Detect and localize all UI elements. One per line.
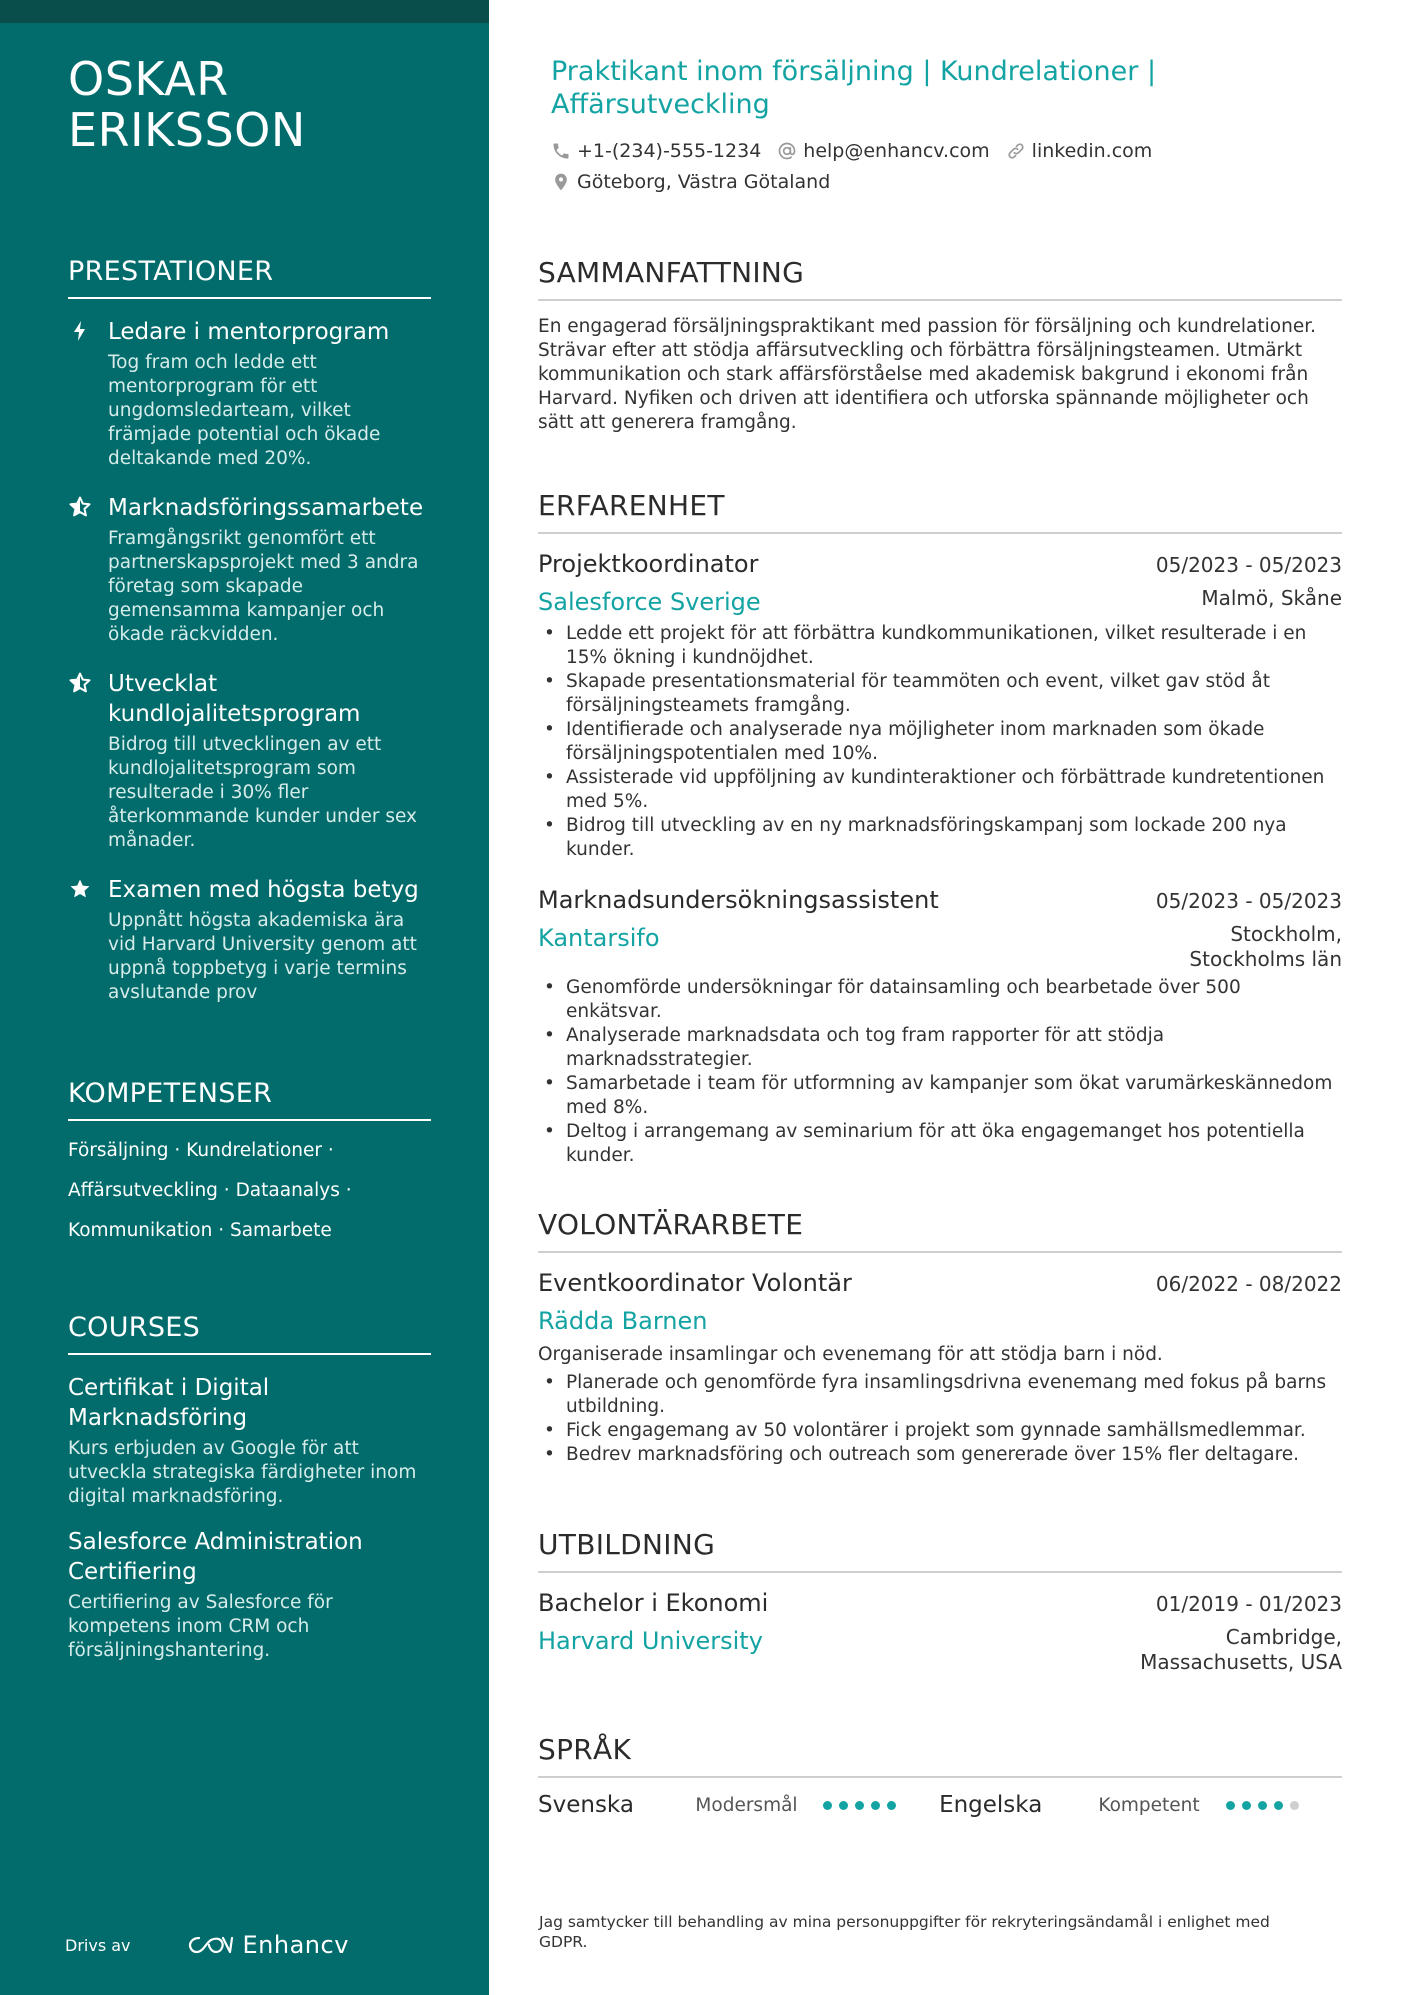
rating-dot-empty (1290, 1801, 1299, 1810)
company-name: Kantarsifo (538, 924, 660, 952)
star-half-icon (68, 671, 92, 695)
bullet-item: • Samarbetade i team för utformning av kampanjer som ökat varumärkeskännedom med 8%. (538, 1072, 1342, 1120)
enhancv-logo[interactable] (187, 1931, 349, 1959)
sidebar (0, 0, 489, 1995)
job-title: Marknadsundersökningsassistent (538, 886, 939, 914)
course-item (68, 1373, 431, 1509)
contact-row-location (551, 171, 846, 193)
summary-text: En engagerad försäljningspraktikant med passion för försäljning och kundrelationer. Strävar efter att stödja affärsutveckling och förbättra försäljningsteamen. Utmärkt kommunikation och stark affärsförståelse med akademisk bakgrund i ekonomi från Harvard. Nyfiken och driven att identifiera och utforska spännande möjligheter och sätt att generera framgång. (538, 316, 1316, 433)
language-name: Svenska (538, 1792, 634, 1818)
candidate-name: OSKAR ERIKSSON (68, 52, 306, 157)
skills-section (68, 1078, 431, 1259)
course-title: Certifikat i Digital Marknadsföring (68, 1375, 270, 1431)
experience-section (538, 489, 1342, 1190)
skills-line: Affärsutveckling · Dataanalys · (68, 1180, 352, 1201)
achievement-desc: Framgångsrikt genomfört ett partnerskapsprojekt med 3 andra företag som skapade gemensamma kampanjer och ökade räckvidden. (108, 528, 419, 645)
school-name: Harvard University (538, 1627, 763, 1655)
headline: Praktikant inom försäljning | Kundrelationer | Affärsutveckling (551, 56, 1157, 120)
lightning-icon (68, 319, 92, 343)
achievement-desc: Uppnått högsta akademiska ära vid Harvard University genom att uppnå toppbetyg i varje termins avslutande prov (108, 910, 417, 1003)
courses-heading: COURSES (68, 1312, 431, 1355)
achievements-heading: PRESTATIONER (68, 256, 431, 299)
contact-phone[interactable] (551, 140, 761, 162)
achievement-desc: Bidrog till utvecklingen av ett kundlojalitetsprogram som resulterade i 30% fler återkommande kunder under sex månader. (108, 734, 417, 851)
job-date: 05/2023 - 05/2023 (1155, 889, 1342, 913)
summary-heading: SAMMANFATTNING (538, 256, 1342, 301)
course-title: Salesforce Administration Certifiering (68, 1529, 363, 1585)
linkedin-text: linkedin.com (1031, 140, 1153, 162)
volunteer-entry (538, 1267, 1342, 1467)
rating-dot-filled (855, 1801, 864, 1810)
achievement-item (68, 669, 431, 853)
contact-row (551, 140, 1168, 162)
bullet-item: • Bidrog till utveckling av en ny marknadsföringskampanj som lockade 200 nya kunder. (538, 814, 1342, 862)
course-desc: Kurs erbjuden av Google för att utveckla strategiska färdigheter inom digital marknadsföring. (68, 1438, 417, 1507)
location-text: Göteborg, Västra Götaland (577, 171, 831, 193)
skills-line: Försäljning · Kundrelationer · (68, 1140, 334, 1161)
job-title: Projektkoordinator (538, 550, 759, 578)
course-desc: Certifiering av Salesforce för kompetens inom CRM och försäljningshantering. (68, 1592, 333, 1661)
education-entry (538, 1587, 1342, 1675)
rating-dot-filled (887, 1801, 896, 1810)
volunteer-org: Rädda Barnen (538, 1307, 708, 1335)
languages-heading: SPRÅK (538, 1733, 1342, 1778)
language-level: Kompetent (1098, 1794, 1200, 1816)
languages-section (538, 1733, 1342, 1818)
job-date: 05/2023 - 05/2023 (1155, 553, 1342, 577)
job-bullets (538, 622, 1342, 862)
enhancv-logo-icon (187, 1934, 233, 1956)
achievement-title: Utvecklat kundlojalitetsprogram (108, 671, 361, 727)
link-icon (1006, 141, 1026, 161)
bullet-item: • Assisterade vid uppföljning av kundinteraktioner och förbättrade kundretentionen med 5%. (538, 766, 1342, 814)
language-rating (1226, 1801, 1342, 1810)
degree-title: Bachelor i Ekonomi (538, 1589, 769, 1617)
job-location: Malmö, Skåne (1201, 586, 1342, 610)
rating-dot-filled (1242, 1801, 1251, 1810)
volunteer-desc: Organiserade insamlingar och evenemang för att stödja barn i nöd. (538, 1344, 1163, 1365)
job-bullets (538, 976, 1342, 1168)
school-location: Cambridge, Massachusetts, USA (1140, 1625, 1342, 1674)
education-heading: UTBILDNING (538, 1528, 1342, 1573)
rating-dot-filled (1274, 1801, 1283, 1810)
company-name: Salesforce Sverige (538, 588, 761, 616)
bullet-item: • Genomförde undersökningar för datainsamling och bearbetade över 500 enkätsvar. (538, 976, 1342, 1024)
rating-dot-filled (839, 1801, 848, 1810)
achievement-title: Examen med högsta betyg (108, 877, 419, 903)
email-text: help@enhancv.com (803, 140, 990, 162)
star-icon (68, 877, 92, 901)
enhancv-brand-name: Enhancv (242, 1931, 349, 1959)
contact-email[interactable] (777, 140, 989, 162)
volunteer-section (538, 1208, 1342, 1489)
education-date: 01/2019 - 01/2023 (1155, 1592, 1342, 1616)
course-item (68, 1527, 431, 1663)
rating-dot-filled (823, 1801, 832, 1810)
contact-location (551, 171, 830, 193)
achievement-item (68, 875, 431, 1005)
volunteer-bullets (538, 1371, 1342, 1467)
gdpr-consent: Jag samtycker till behandling av mina personuppgifter för rekryteringsändamål i enlighet med GDPR. (539, 1913, 1270, 1951)
volunteer-date: 06/2022 - 08/2022 (1155, 1272, 1342, 1296)
job-location: Stockholm, Stockholms län (1189, 922, 1342, 971)
at-icon (777, 141, 797, 161)
experience-heading: ERFARENHET (538, 489, 1342, 534)
bullet-item: • Bedrev marknadsföring och outreach som genererade över 15% fler deltagare. (538, 1443, 1342, 1467)
rating-dot-filled (871, 1801, 880, 1810)
location-pin-icon (551, 172, 571, 192)
achievement-item (68, 493, 431, 647)
volunteer-heading: VOLONTÄRARBETE (538, 1208, 1342, 1253)
skills-line: Kommunikation · Samarbete (68, 1220, 332, 1241)
achievement-title: Ledare i mentorprogram (108, 319, 390, 345)
bullet-item: • Ledde ett projekt för att förbättra kundkommunikationen, vilket resulterade i en 15% ökning i kundnöjdhet. (538, 622, 1342, 670)
bullet-item: • Planerade och genomförde fyra insamlingsdrivna evenemang med fokus på barns utbildning. (538, 1371, 1342, 1419)
contact-linkedin[interactable] (1006, 140, 1153, 162)
courses-section (68, 1312, 431, 1681)
sidebar-top-bar (0, 0, 489, 23)
achievement-desc: Tog fram och ledde ett mentorprogram för ett ungdomsledarteam, vilket främjade potential och ökade deltakande med 20%. (108, 352, 381, 469)
powered-label: Drivs av (65, 1935, 131, 1955)
star-half-icon (68, 495, 92, 519)
education-section (538, 1528, 1342, 1697)
skills-heading: KOMPETENSER (68, 1078, 431, 1121)
bullet-item: • Deltog i arrangemang av seminarium för att öka engagemanget hos potentiella kunder. (538, 1120, 1342, 1168)
language-rating (823, 1801, 939, 1810)
bullet-item: • Skapade presentationsmaterial för teammöten och event, vilket gav stöd åt försäljningsteamets framgång. (538, 670, 1342, 718)
experience-entry (538, 548, 1342, 862)
achievement-title: Marknadsföringssamarbete (108, 495, 424, 521)
phone-text: +1-(234)-555-1234 (577, 140, 762, 162)
achievement-item (68, 317, 431, 471)
summary-section (538, 256, 1342, 435)
achievements-section (68, 256, 431, 1027)
language-row (538, 1792, 1342, 1818)
language-level: Modersmål (695, 1794, 798, 1816)
experience-entry (538, 884, 1342, 1168)
rating-dot-filled (1226, 1801, 1235, 1810)
rating-dot-filled (1258, 1801, 1267, 1810)
bullet-item: • Fick engagemang av 50 volontärer i projekt som gynnade samhällsmedlemmar. (538, 1419, 1342, 1443)
phone-icon (551, 141, 571, 161)
language-name: Engelska (939, 1792, 1043, 1818)
powered-by (65, 1931, 349, 1959)
volunteer-title: Eventkoordinator Volontär (538, 1269, 852, 1297)
bullet-item: • Identifierade och analyserade nya möjligheter inom marknaden som ökade försäljningspotentialen med 10%. (538, 718, 1342, 766)
bullet-item: • Analyserade marknadsdata och tog fram rapporter för att stödja marknadsstrategier. (538, 1024, 1342, 1072)
